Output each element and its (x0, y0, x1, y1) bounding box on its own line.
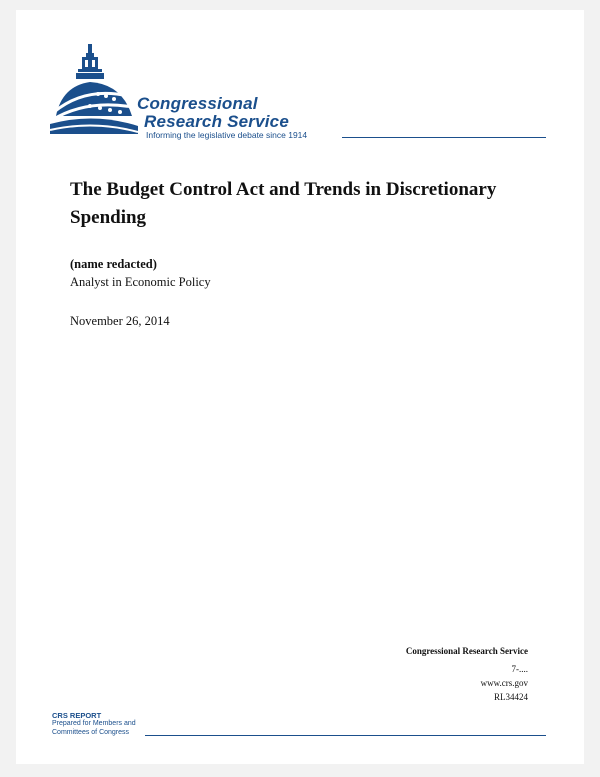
report-title: The Budget Control Act and Trends in Discretionary Spending (70, 179, 497, 228)
publisher-name: Congressional Research Service (405, 646, 528, 656)
publisher-website: www.crs.gov (480, 678, 528, 688)
capitol-dome-icon (48, 42, 140, 142)
footer-line2: Committees of Congress (52, 729, 130, 736)
report-date: November 26, 2014 (70, 314, 170, 328)
header-rule (342, 137, 546, 138)
brand-name-line2: Research Service (144, 112, 289, 131)
report-number: RL34424 (493, 692, 528, 702)
footer-rule (145, 735, 546, 736)
publisher-code: 7-.... (511, 664, 528, 674)
author-name: (name redacted) (70, 257, 157, 271)
brand-name-line1: Congressional (137, 94, 258, 113)
author-role: Analyst in Economic Policy (70, 275, 211, 289)
tagline: Informing the legislative debate since 1914 (146, 130, 308, 140)
footer-line1: Prepared for Members and (52, 720, 136, 727)
footer-label: CRS REPORT (52, 711, 102, 720)
